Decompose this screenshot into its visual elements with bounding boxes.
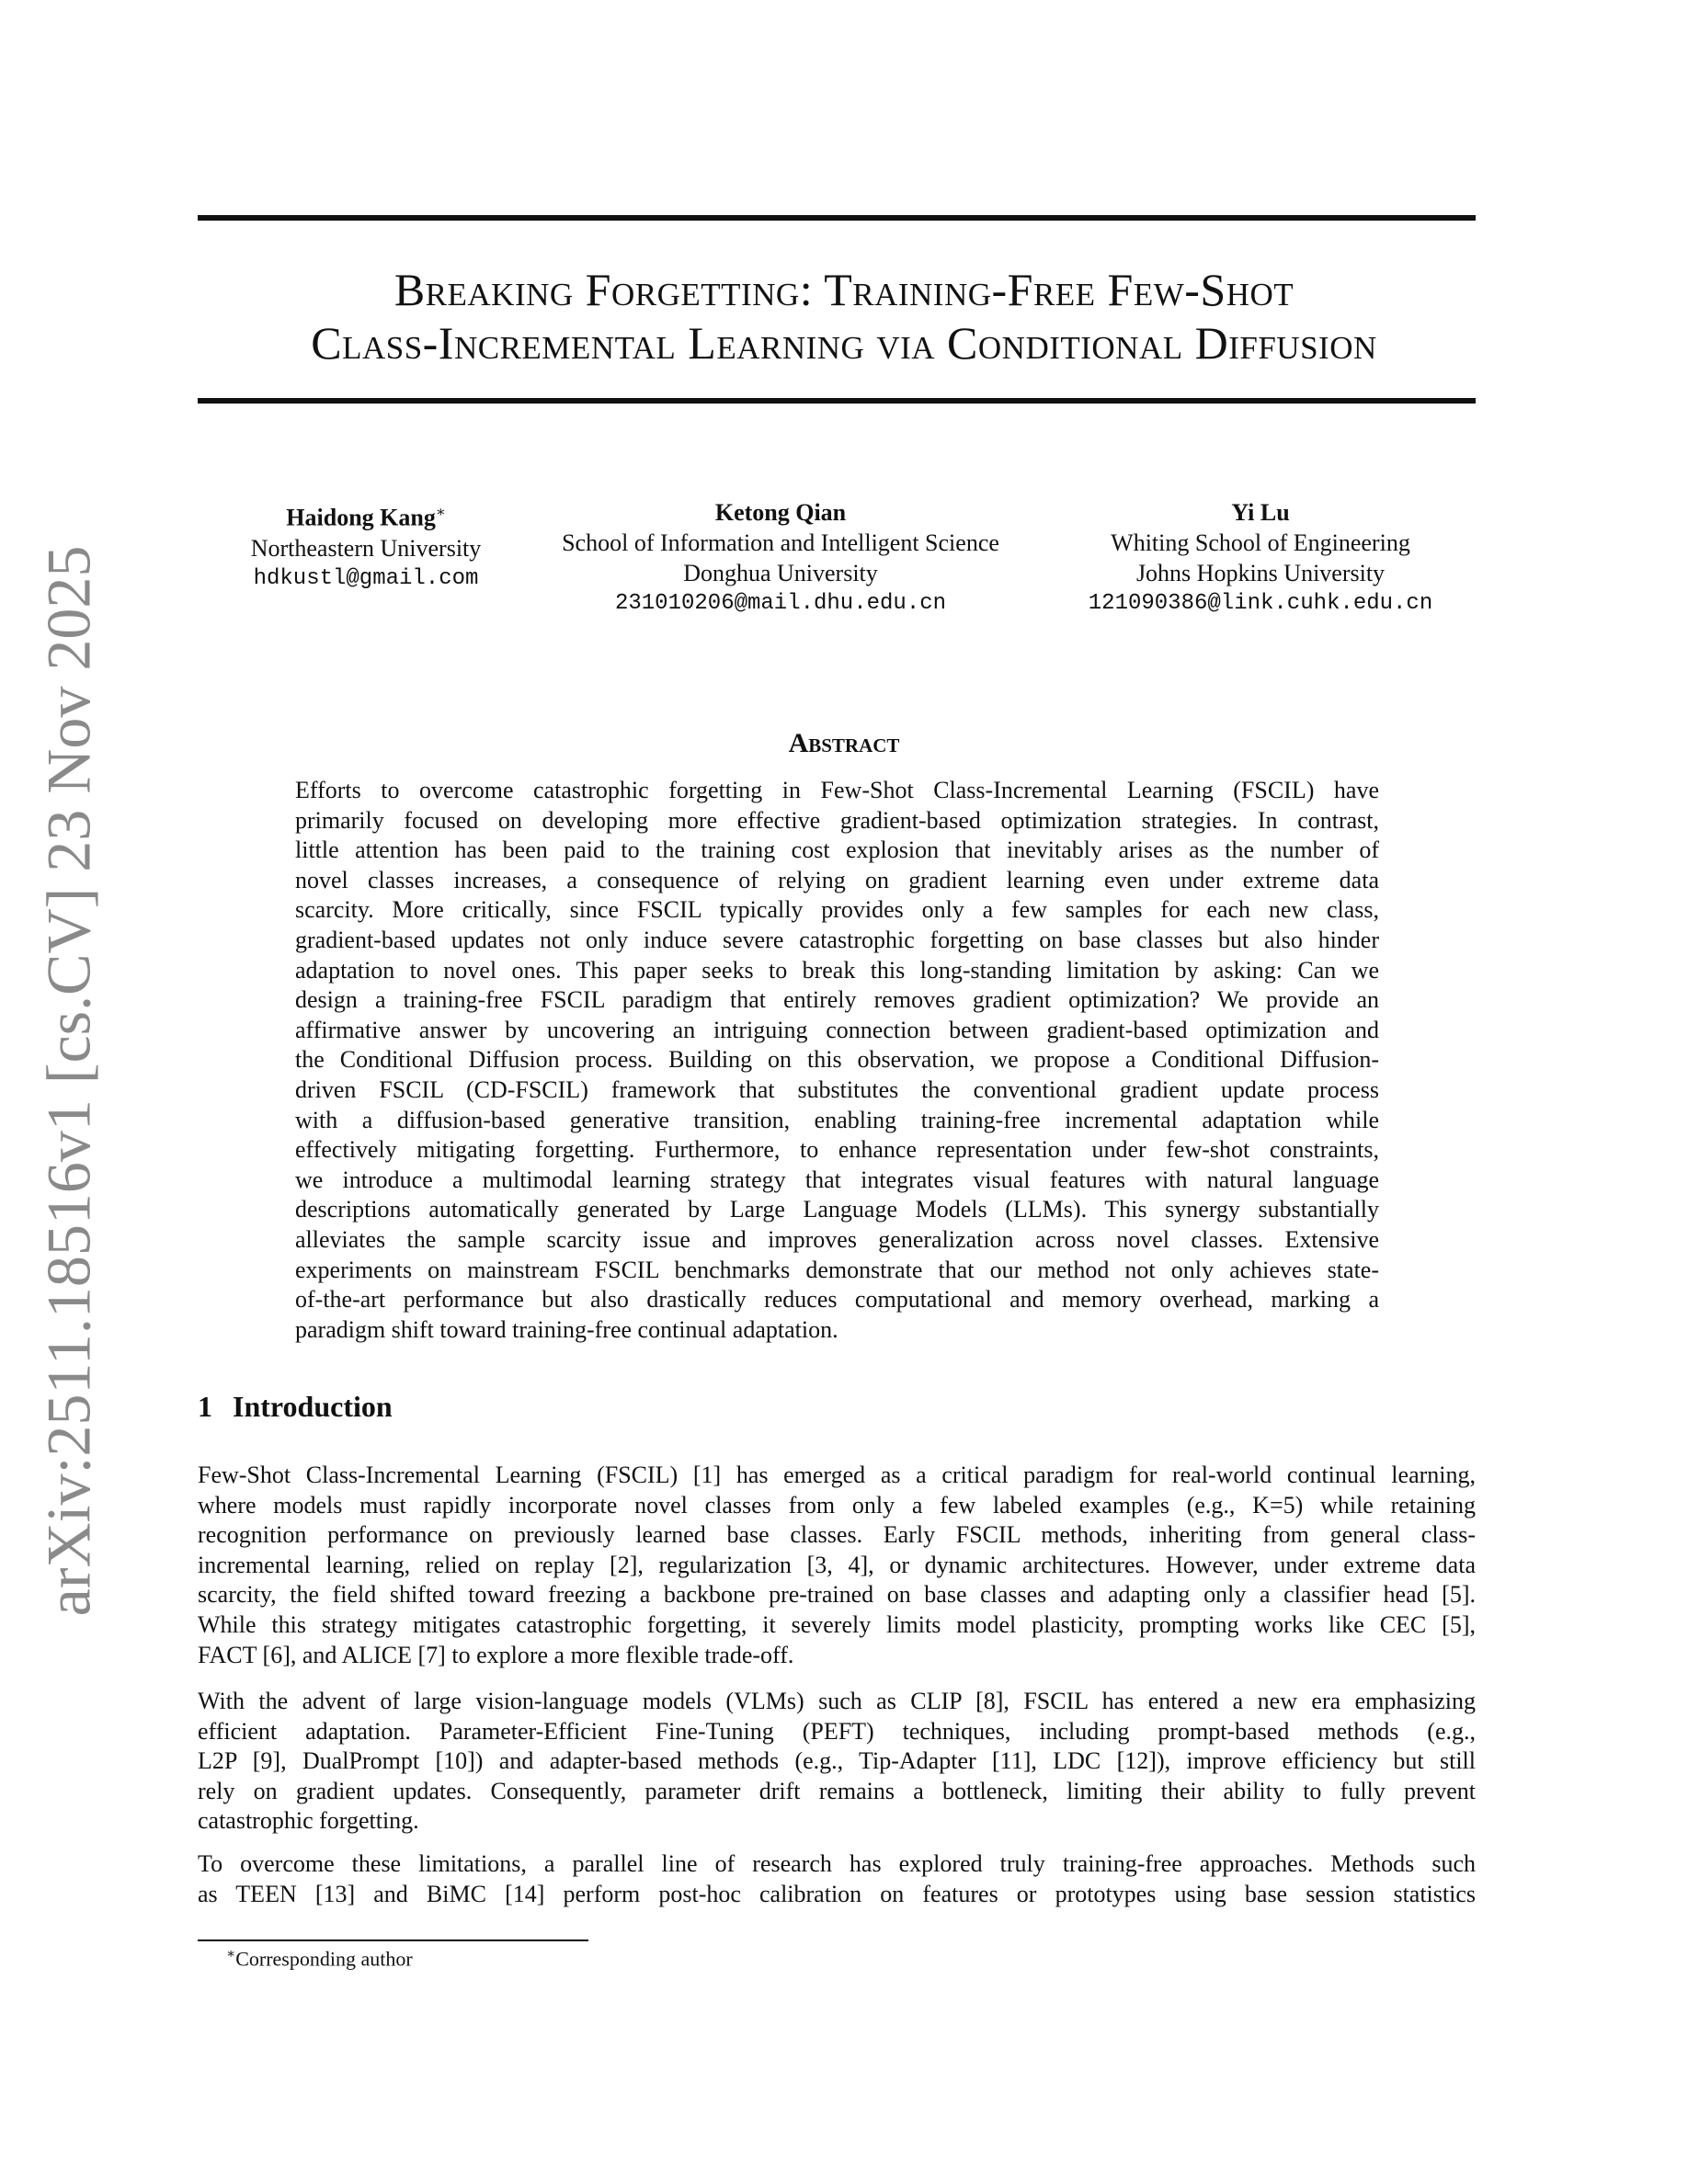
text-line: To overcome these limitations, a parallel line of research has explored truly training-free approaches. Methods such	[198, 1850, 1476, 1877]
author-affiliation: Whiting School of Engineering	[1111, 529, 1410, 556]
author-email[interactable]: 231010206@mail.dhu.edu.cn	[614, 591, 947, 616]
author-block-3	[975, 497, 1545, 619]
text-line: incremental learning, relied on replay [2], regularization [3, 4], or dynamic architectures. However, under extreme data	[198, 1551, 1476, 1578]
footnote-rule	[198, 1939, 588, 1941]
abstract-body	[295, 776, 1379, 1345]
text-line: the Conditional Diffusion process. Building on this observation, we propose a Conditional Diffusion-	[295, 1046, 1379, 1074]
author-affiliation: Donghua University	[683, 560, 878, 586]
text-line: gradient-based updates not only induce severe catastrophic forgetting on base classes but also hinder	[295, 926, 1379, 953]
intro-paragraph-1	[198, 1461, 1476, 1670]
text-line: of-the-art performance but also drastically reduces computational and memory overhead, marking a	[295, 1286, 1379, 1314]
author-affiliation: Northeastern University	[250, 534, 482, 562]
author-name: Haidong Kang∗	[286, 504, 446, 531]
intro-paragraph-3	[198, 1849, 1476, 1909]
author-email[interactable]: hdkustl@gmail.com	[253, 565, 479, 591]
text-line: recognition performance on previously learned base classes. Early FSCIL methods, inheriting from general class-	[198, 1521, 1476, 1549]
author-name: Ketong Qian	[714, 499, 847, 526]
text-line: we introduce a multimodal learning strategy that integrates visual features with natural language	[295, 1166, 1379, 1193]
author-affiliation: School of Information and Intelligent Science	[562, 529, 999, 556]
paper-title-line-2: Class-Incremental Learning via Conditional Diffusion	[311, 317, 1377, 369]
text-line: scarcity, the field shifted toward freezing a backbone pre-trained on base classes and adapting only a classifier head [5].	[198, 1581, 1476, 1609]
text-line: paradigm shift toward training-free continual adaptation.	[295, 1315, 838, 1343]
author-email[interactable]: 121090386@link.cuhk.edu.cn	[1088, 591, 1433, 616]
text-line: FACT [6], and ALICE [7] to explore a more flexible trade-off.	[198, 1641, 794, 1668]
text-line: scarcity. More critically, since FSCIL typically provides only a few samples for each new class,	[295, 896, 1379, 924]
text-line: alleviates the sample scarcity issue and improves generalization across novel classes. Extensive	[295, 1225, 1379, 1253]
author-name: Yi Lu	[1231, 499, 1290, 526]
paper-title-line-1: Breaking Forgetting: Training-Free Few-Shot	[393, 264, 1295, 315]
title-bottom-rule	[198, 398, 1476, 404]
author-affiliation: Johns Hopkins University	[1135, 560, 1386, 586]
abstract-heading: Abstract	[788, 728, 900, 758]
text-line: design a training-free FSCIL paradigm that entirely removes gradient optimization? We provide an	[295, 986, 1379, 1014]
text-line: adaptation to novel ones. This paper seeks to break this long-standing limitation by asking: Can we	[295, 956, 1379, 984]
text-line: catastrophic forgetting.	[198, 1807, 419, 1835]
text-line: driven FSCIL (CD-FSCIL) framework that substitutes the conventional gradient update process	[295, 1075, 1379, 1103]
text-line: Efforts to overcome catastrophic forgetting in Few-Shot Class-Incremental Learning (FSCIL) have	[295, 777, 1379, 803]
footnote: ∗Corresponding author	[226, 1947, 413, 1971]
intro-paragraph-2	[198, 1687, 1476, 1837]
text-line: rely on gradient updates. Consequently, parameter drift remains a bottleneck, limiting their ability to fully prevent	[198, 1777, 1476, 1804]
arxiv-side-stamp: arXiv:2511.18516v1 [cs.CV] 23 Nov 2025	[33, 545, 104, 1617]
text-line: primarily focused on developing more effective gradient-based optimization strategies. In contrast,	[295, 806, 1379, 834]
text-line: With the advent of large vision-language models (VLMs) such as CLIP [8], FSCIL has entered a new era emphasizing	[198, 1688, 1476, 1714]
text-line: L2P [9], DualPrompt [10]) and adapter-based methods (e.g., Tip-Adapter [11], LDC [12]), improve efficiency but still	[198, 1747, 1476, 1775]
section-heading: 1 Introduction	[198, 1390, 393, 1423]
text-line: effectively mitigating forgetting. Furthermore, to enhance representation under few-shot constraints,	[295, 1136, 1379, 1164]
text-line: While this strategy mitigates catastrophic forgetting, it severely limits model plasticity, prompting works like CEC [5],	[198, 1610, 1476, 1638]
text-line: Few-Shot Class-Incremental Learning (FSCIL) [1] has emerged as a critical paradigm for real-world continual learning,	[198, 1462, 1476, 1488]
text-line: little attention has been paid to the training cost explosion that inevitably arises as the number of	[295, 836, 1379, 864]
title-top-rule	[198, 215, 1476, 221]
text-line: novel classes increases, a consequence of relying on gradient learning even under extreme data	[295, 866, 1379, 893]
text-line: where models must rapidly incorporate novel classes from only a few labeled examples (e.g., K=5) while retaining	[198, 1491, 1476, 1519]
text-line: as TEEN [13] and BiMC [14] perform post-hoc calibration on features or prototypes using base session statistics	[198, 1880, 1476, 1907]
text-line: affirmative answer by uncovering an intriguing connection between gradient-based optimization and	[295, 1016, 1379, 1043]
text-line: efficient adaptation. Parameter-Efficient Fine-Tuning (PEFT) techniques, including prompt-based methods (e.g.,	[198, 1717, 1476, 1745]
text-line: with a diffusion-based generative transition, enabling training-free incremental adaptation while	[295, 1106, 1379, 1133]
text-line: experiments on mainstream FSCIL benchmarks demonstrate that our method not only achieves state-	[295, 1256, 1379, 1283]
text-line: descriptions automatically generated by Large Language Models (LLMs). This synergy substantially	[295, 1196, 1379, 1223]
